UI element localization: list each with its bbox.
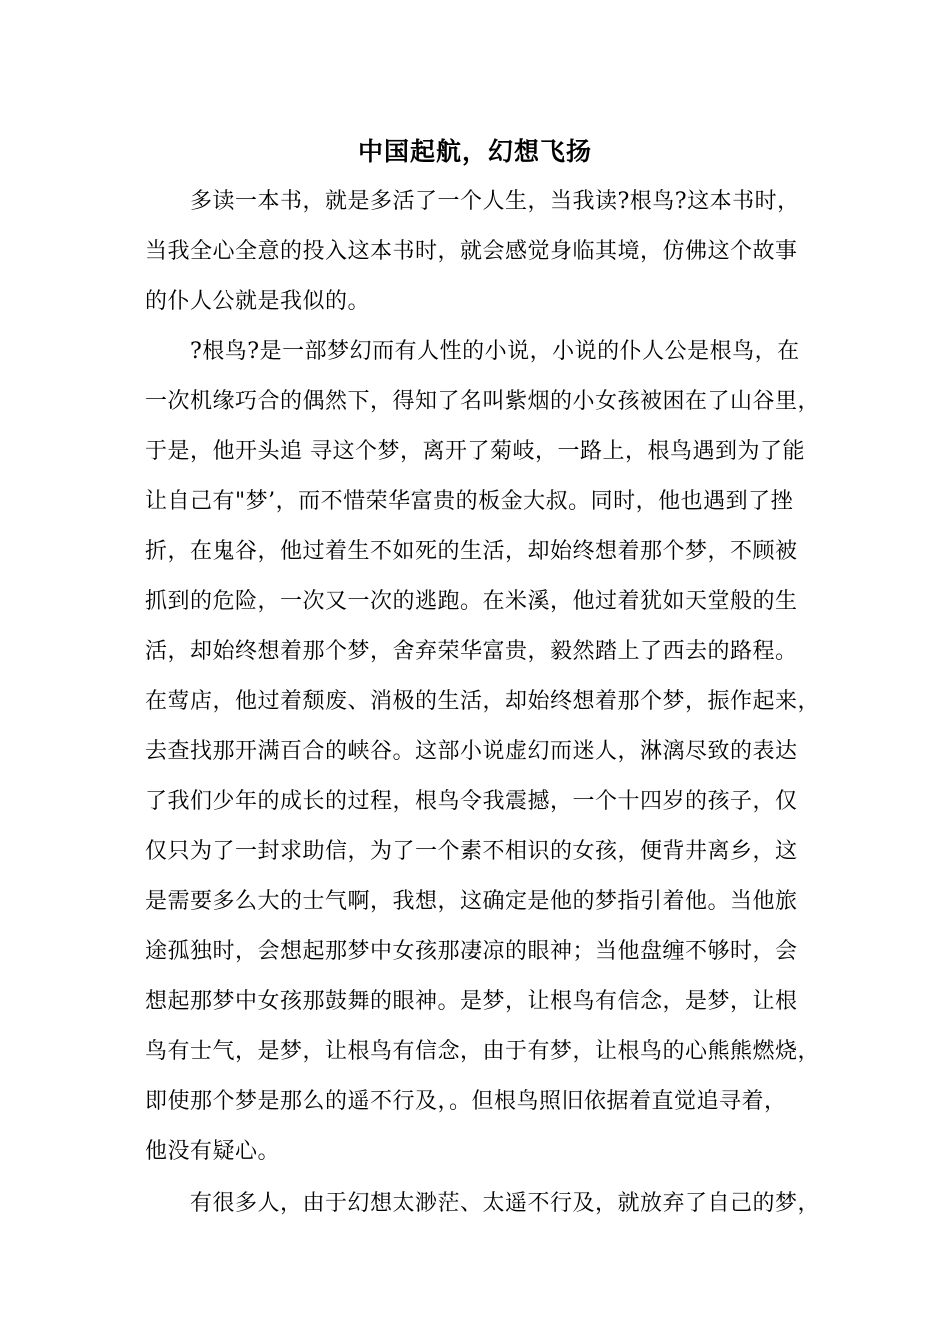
text-line: 折，在鬼谷，他过着生不如死的生活，却始终想着那个梦，不顾被 <box>145 539 798 564</box>
text-line: 一次机缘巧合的偶然下，得知了名叫紫烟的小女孩被困在了山谷里， <box>145 389 821 414</box>
text-line: 于是，他开头追 寻这个梦，离开了菊岐，一路上，根鸟遇到为了能 <box>145 439 805 464</box>
text-line: 活，却始终想着那个梦，舍弃荣华富贵，毅然踏上了西去的路程。 <box>145 639 798 664</box>
document-title: 中国起航，幻想飞扬 <box>357 137 592 166</box>
text-line: 途孤独时，会想起那梦中女孩那凄凉的眼神；当他盘缠不够时，会 <box>145 939 798 964</box>
text-line: ?根鸟?是一部梦幻而有人性的小说，小说的仆人公是根鸟，在 <box>190 339 800 364</box>
text-line: 仅只为了一封求助信，为了一个素不相识的女孩，便背井离乡，这 <box>145 839 798 864</box>
text-line: 有很多人，由于幻想太渺茫、太遥不行及，就放弃了自己的梦， <box>190 1191 821 1216</box>
text-line: 他没有疑心。 <box>145 1139 281 1164</box>
text-line: 去查找那开满百合的峡谷。这部小说虚幻而迷人，淋漓尽致的表达 <box>145 739 798 764</box>
text-line: 让自己有"梦’，而不惜荣华富贵的板金大叔。同时，他也遇到了挫 <box>145 489 794 514</box>
text-line: 鸟有士气，是梦，让根鸟有信念，由于有梦，让根鸟的心熊熊燃烧， <box>145 1039 821 1064</box>
text-line: 在莺店，他过着颓废、消极的生活，却始终想着那个梦，振作起来， <box>145 689 821 714</box>
text-line: 即使那个梦是那么的遥不行及，。但根鸟照旧依据着直觉追寻着， <box>145 1089 787 1114</box>
text-line: 抓到的危险，一次又一次的逃跑。在米溪，他过着犹如天堂般的生 <box>145 589 798 614</box>
text-line: 当我全心全意的投入这本书时，就会感觉身临其境，仿佛这个故事 <box>145 239 798 264</box>
text-line: 的仆人公就是我似的。 <box>145 289 371 314</box>
text-line: 想起那梦中女孩那鼓舞的眼神。是梦，让根鸟有信念，是梦，让根 <box>145 989 798 1014</box>
text-line: 多读一本书，就是多活了一个人生，当我读?根鸟?这本书时， <box>190 189 800 214</box>
text-line: 了我们少年的成长的过程，根鸟令我震撼，一个十四岁的孩子，仅 <box>145 789 798 814</box>
text-line: 是需要多么大的士气啊，我想，这确定是他的梦指引着他。当他旅 <box>145 889 798 914</box>
